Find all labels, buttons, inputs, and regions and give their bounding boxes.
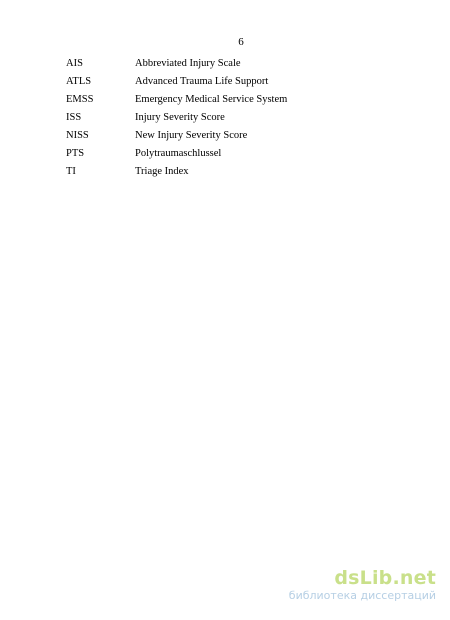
abbreviation-term: NISS <box>66 129 89 141</box>
abbreviation-term: EMSS <box>66 93 94 105</box>
abbreviation-row <box>66 108 287 126</box>
watermark-subtitle: библиотека диссертаций <box>288 589 436 602</box>
abbreviation-term: PTS <box>66 147 85 159</box>
watermark-logo: dsLib.net <box>334 567 436 589</box>
abbreviation-row <box>66 54 287 72</box>
watermark <box>289 567 436 603</box>
abbreviation-definition: Polytraumaschlussel <box>135 147 222 159</box>
abbreviation-row <box>66 144 287 162</box>
abbreviation-list <box>66 54 287 180</box>
abbreviation-term: TI <box>66 165 76 177</box>
abbreviation-definition: Triage Index <box>135 165 189 177</box>
abbreviation-definition: Injury Severity Score <box>135 111 225 123</box>
abbreviation-term: ATLS <box>66 75 92 87</box>
abbreviation-term: ISS <box>66 111 82 123</box>
abbreviation-row <box>66 72 287 90</box>
abbreviation-row <box>66 162 287 180</box>
abbreviation-definition: Abbreviated Injury Scale <box>135 57 241 69</box>
abbreviation-definition: Emergency Medical Service System <box>135 93 288 105</box>
page-number: 6 <box>238 36 244 48</box>
abbreviation-row <box>66 90 287 108</box>
abbreviation-row <box>66 126 287 144</box>
abbreviation-definition: Advanced Trauma Life Support <box>135 75 269 87</box>
abbreviation-term: AIS <box>66 57 83 69</box>
abbreviation-definition: New Injury Severity Score <box>135 129 248 141</box>
